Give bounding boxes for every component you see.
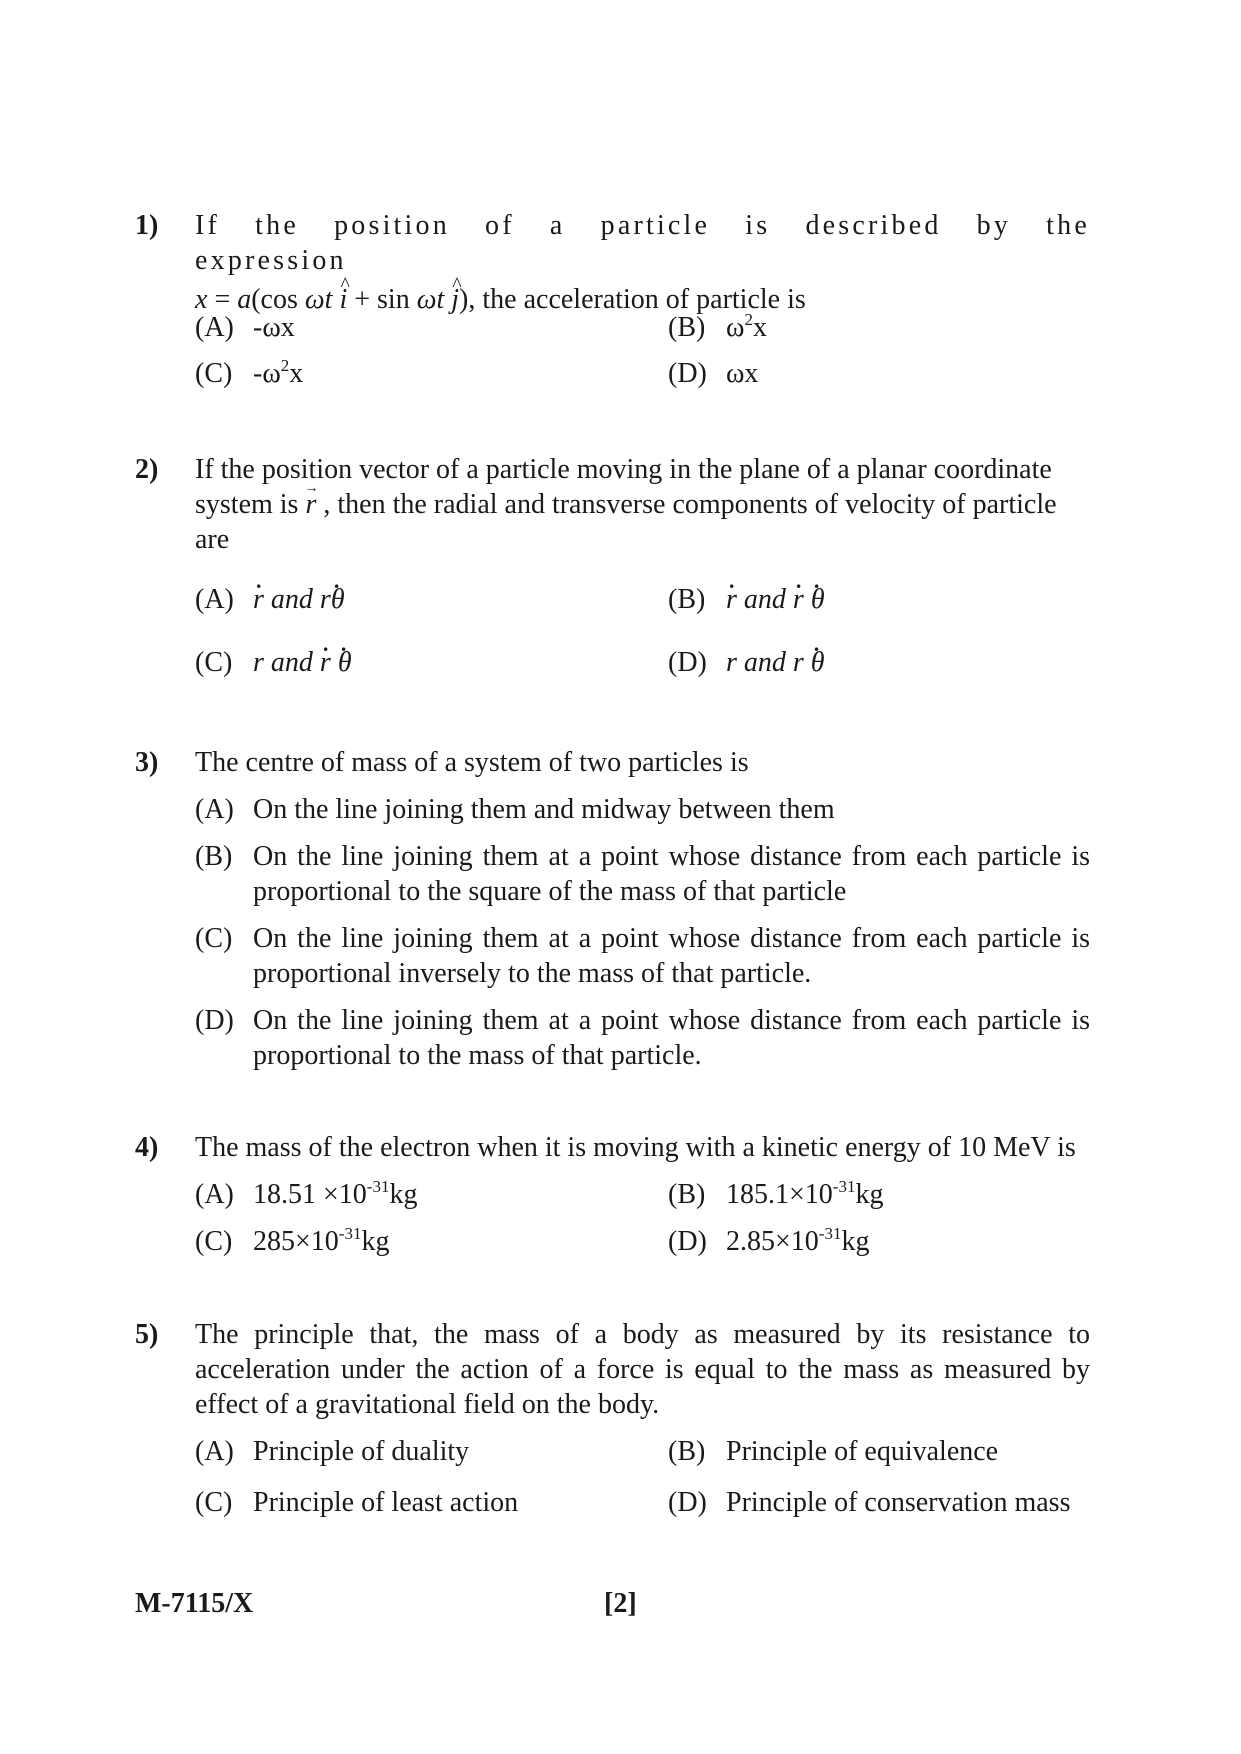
math-symbol: a	[237, 284, 252, 315]
option-math: . r and . r . θ	[726, 584, 825, 615]
question-text	[195, 452, 1090, 557]
option-label: (C)	[195, 923, 233, 954]
question-text-fragment: system is	[195, 489, 299, 520]
paper-code: M-7115/X	[135, 1588, 254, 1619]
option-text: -ω	[253, 358, 281, 389]
option-label: (B)	[668, 584, 706, 615]
option-text: ω	[726, 312, 745, 343]
math-symbol: =	[207, 284, 238, 315]
option-b[interactable]	[195, 839, 1090, 909]
option-label: (D)	[668, 647, 707, 678]
option-label: (D)	[195, 1005, 234, 1036]
option-c[interactable]	[195, 921, 1090, 991]
option-c[interactable]	[195, 1485, 518, 1520]
option-label: (A)	[195, 312, 234, 343]
option-math: r and r . θ	[726, 647, 825, 678]
superscript: 2	[280, 356, 290, 375]
option-text: On the line joining them at a point whose distance from each particle is proportional to the square of the mass of that particle	[253, 841, 1090, 907]
option-c[interactable]	[195, 356, 303, 391]
option-unit: kg	[389, 1179, 418, 1210]
math-symbol: (cos	[251, 284, 305, 315]
option-d[interactable]	[195, 1003, 1090, 1073]
question-number: 3)	[135, 747, 159, 778]
unit-vector-j: ^ j	[451, 282, 459, 317]
option-label: (D)	[668, 1487, 707, 1518]
question-2	[135, 452, 1090, 562]
question-1	[135, 208, 1090, 378]
option-label: (C)	[195, 1487, 233, 1518]
option-d[interactable]	[668, 1224, 869, 1259]
option-label: (C)	[195, 647, 233, 678]
option-text: ωx	[726, 358, 759, 389]
option-d[interactable]	[668, 645, 825, 680]
option-text: 2.85×10	[726, 1226, 819, 1257]
option-a[interactable]	[195, 1434, 469, 1469]
option-text: x	[752, 312, 767, 343]
question-number: 2)	[135, 454, 159, 485]
option-text: On the line joining them and midway between them	[253, 794, 835, 825]
option-text: Principle of least action	[253, 1487, 519, 1518]
math-symbol: ωt	[416, 284, 445, 315]
option-b[interactable]	[668, 1177, 883, 1212]
option-a[interactable]	[195, 1177, 417, 1212]
option-label: (B)	[668, 1179, 706, 1210]
question-line: If the position of a particle is described by the expression	[195, 210, 1090, 276]
option-text: On the line joining them at a point whose distance from each particle is proportional inversely to the mass of that particle.	[253, 923, 1090, 989]
option-label: (A)	[195, 794, 234, 825]
question-text: The mass of the electron when it is moving with a kinetic energy of 10 MeV is	[195, 1132, 1076, 1163]
superscript: -31	[818, 1224, 842, 1243]
question-3	[135, 745, 1090, 1075]
option-label: (A)	[195, 1179, 234, 1210]
question-line-suffix: , the acceleration of particle is	[468, 284, 806, 315]
option-label: (B)	[195, 841, 233, 872]
option-c[interactable]	[195, 645, 352, 680]
option-list	[195, 792, 1090, 1085]
question-text: The centre of mass of a system of two particles is	[195, 747, 749, 778]
option-text: 18.51 ×10	[253, 1179, 367, 1210]
option-text: x	[289, 358, 304, 389]
option-unit: kg	[361, 1226, 390, 1257]
option-text: -ωx	[253, 312, 295, 343]
page-number: [2]	[604, 1588, 637, 1619]
option-label: (A)	[195, 584, 234, 615]
superscript: -31	[338, 1224, 362, 1243]
option-text: Principle of conservation mass	[726, 1487, 1071, 1518]
option-label: (C)	[195, 1226, 233, 1257]
option-unit: kg	[841, 1226, 870, 1257]
option-b[interactable]	[668, 582, 825, 617]
question-line	[195, 487, 1090, 522]
question-5	[135, 1317, 1090, 1427]
option-label: (D)	[668, 1226, 707, 1257]
question-number: 1)	[135, 210, 159, 241]
option-d[interactable]	[668, 356, 758, 391]
question-line: x = a(cos ωt ^ i + sin ωt ^ j), the acceleration of particle is	[195, 282, 1090, 317]
position-expression: x	[195, 284, 208, 315]
option-c[interactable]	[195, 1224, 389, 1259]
question-number: 5)	[135, 1319, 159, 1350]
option-b[interactable]	[668, 1434, 998, 1469]
option-a[interactable]	[195, 582, 345, 617]
option-text: On the line joining them at a point whose distance from each particle is proportional to the mass of that particle.	[253, 1005, 1090, 1071]
option-d[interactable]	[668, 1485, 1070, 1520]
unit-vector-i: ^ i	[339, 282, 347, 317]
question-text-fragment: , then the radial and transverse components of velocity of particle	[323, 489, 1057, 520]
option-math: . r and r. θ	[253, 584, 345, 615]
option-label: (C)	[195, 358, 233, 389]
option-unit: kg	[855, 1179, 884, 1210]
math-symbol: ωt	[304, 284, 333, 315]
option-a[interactable]	[195, 792, 1090, 827]
question-number: 4)	[135, 1132, 159, 1163]
option-label: (A)	[195, 1436, 234, 1467]
question-text: The principle that, the mass of a body as measured by its resistance to acceleration under the action of a force is equal to the mass as measured by effect of a gravitational field on the body.	[195, 1319, 1090, 1420]
superscript: -31	[366, 1177, 390, 1196]
option-text: Principle of equivalence	[726, 1436, 999, 1467]
question-line: If the position vector of a particle moving in the plane of a planar coordinate	[195, 454, 1052, 485]
option-label: (B)	[668, 312, 706, 343]
option-text: 285×10	[253, 1226, 339, 1257]
question-text	[195, 208, 1090, 317]
superscript: 2	[744, 310, 753, 329]
option-b[interactable]	[668, 310, 767, 345]
question-4	[135, 1130, 1090, 1170]
option-text: Principle of duality	[253, 1436, 470, 1467]
option-label: (D)	[668, 358, 707, 389]
question-line: are	[195, 524, 230, 555]
option-a[interactable]	[195, 310, 295, 345]
option-math: r and . r . θ	[253, 647, 352, 678]
option-label: (B)	[668, 1436, 706, 1467]
superscript: -31	[832, 1177, 856, 1196]
option-text: 185.1×10	[726, 1179, 833, 1210]
position-vector-r: → r	[305, 487, 316, 522]
